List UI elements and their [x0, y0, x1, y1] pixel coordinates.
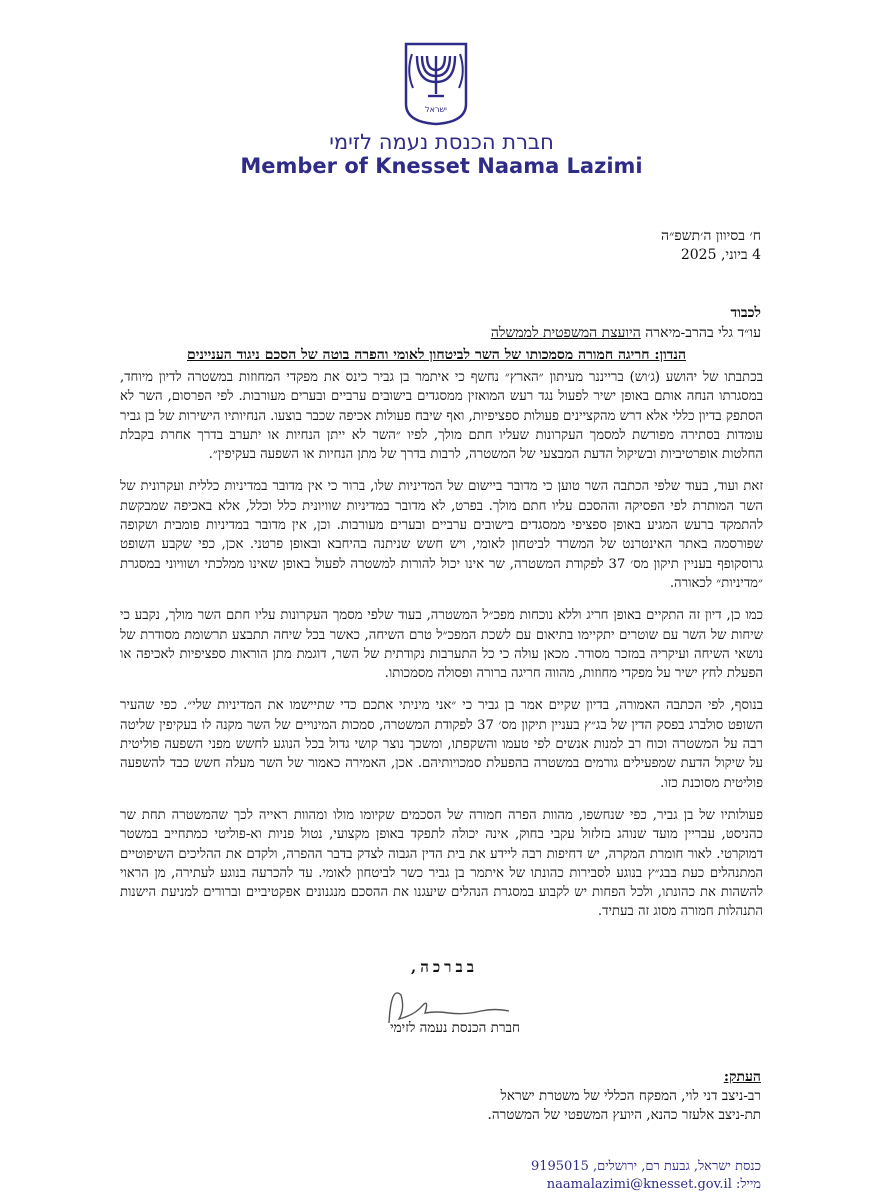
footer-email-line	[547, 1176, 761, 1192]
letter-body	[120, 368, 763, 935]
footer-email-label: מייל:	[736, 1177, 761, 1192]
letterhead-hebrew-title: חברת הכנסת נעמה לזימי	[329, 130, 554, 154]
recipient-label: לכבוד	[730, 305, 761, 321]
body-paragraph: זאת ועוד, בעוד שלפי הכתבה השר טוען כי מדובר ביישום של המדיניות שלו, ברור כי אין מדובר במדיניות כללית ועקרונית של השר המותרת לפי הפסיקה וההסכם עליו חתם מולך. בפרט, לא מדובר במדיניות שוויונית כלל וכלל, אלא באכיפה שמבקשת להתמקד ברעש המגיע באופן ספציפי ממסגדים בישובים ערביים ובערים מעורבות. וכן, אין מדובר במדיניות פומבית ושקופה שפורסמה באתר האינטרנט של המשרד לביטחון לאומי, ויש חשש שניתנה בהיחבא ובאופן פרטני. אכן, כפי שקבע השופט גרוסקופף בעניין תיקון מס׳ 37 לפקודת המשטרה, שר אינו יכול להורות למשטרה לפעול באופן שאינו ממלכתי ושוויוני במסגרת ״מדיניות״ לכאורה.	[120, 479, 763, 591]
knesset-menorah-emblem	[400, 42, 472, 126]
footer-address: כנסת ישראל, גבעת רם, ירושלים, 9195015	[530, 1159, 761, 1174]
footer-email[interactable]: naamalazimi@knesset.gov.il	[546, 1177, 732, 1192]
hebrew-date: ח׳ בסיוון ה׳תשפ״ה	[661, 228, 761, 244]
cc-recipient: תת-ניצב אלעזר כהנא, היועץ המשפטי של המשטרה.	[487, 1107, 761, 1123]
signatory-name: חברת הכנסת נעמה לזימי	[390, 1020, 520, 1036]
letterhead-english-title: Member of Knesset Naama Lazimi	[240, 154, 643, 178]
body-paragraph: בנוסף, לפי הכתבה האמורה, בדיון שקיים אמר בן גביר כי ״אני מיניתי אתכם כדי שתיישמו את המדיניות שלי״. כפי שהעיר השופט סולברג בפסק הדין של בג״ץ בעניין תיקון מס׳ 37 לפקודת המשטרה, סמכות המינויים של השר מקנה לו בעקיפין שליטה רבה על המשטרה וכוח רב למנות אנשים לפי טעמו והשקפתו, ומשכך נוצר קושי גדול בכל הנוגע לחשש מפני השפעה פוליטית על שיקול הדעת שמפעילים גורמים במשטרה בהפעלת סמכויותיהם. אכן, האמירה כאמור של השר מעלה חשש כבד להשפעה פוליטית מסוכנת כזו.	[120, 698, 763, 791]
recipient-title: היועצת המשפטית לממשלה	[490, 325, 641, 341]
gregorian-date: 4 ביוני, 2025	[680, 247, 761, 263]
recipient-name: עו״ד גלי בהרב-מיארה	[640, 325, 761, 341]
emblem-caption: ישראל	[425, 105, 447, 114]
body-paragraph: פעולותיו של בן גביר, כפי שנחשפו, מהוות הפרה חמורה של הסכמים שקיומו מולו ומהוות ראייה לכך שהמשטרה תחת שר כהניסט, עבריין מועד שנוהג בזלזול עקבי בחוק, אינה יכולה לתפקד באופן מקצועי, נטול פניות וא-פוליטי כמתחייב במשטר דמוקרטי. לאור חומרת המקרה, יש דחיפות רבה ליידע את בית הדין הגבוה לצדק בדבר ההפרה, ולקדם את ההליכים השיפוטיים המתנהלים כעת בבג״ץ בנוגע לסבירות כהונתו של איתמר בן גביר כשר לביטחון לאומי. עד להכרעה בנוגע לעתירה, מן הראוי להשהות את כהונתו, ולכל הפחות יש לקבוע במסגרת הנהלים שיעגנו את ההסכם מנגנונים אפקטיביים וברורים למניעת הישנות התנהלות חמורה מסוג זה בעתיד.	[120, 807, 763, 920]
subject-line: הנדון: חריגה חמורה מסמכותו של השר לביטחון לאומי והפרה בוטה של הסכם ניגוד העניינים	[186, 347, 687, 363]
body-paragraph: בכתבתו של יהושע (ג׳וש) ברייננר מעיתון ״הארץ״ נחשף כי איתמר בן גביר כינס את מפקדי המחוזות במשטרה לדיון מיוחד, במסגרתו הנחה אותם באופן ישיר לפעול נגד רעש המואזין ממסגדים בישובים ערביים ובערים מעורבות. לפי הפרסום, השר לא הסתפק בדיון כללי אלא דרש מהקציינים פעולות ספציפיות, ואף שיבח פעולות אכיפה שכבר בוצעו. הנחיותיו הישירות של בן גביר עומדות בסתירה מפורשת למסמך העקרונות שעליו חתם מולך, לפיו ״השר לא ייתן הנחיות או יתערב בדרך אחרת בקבלת החלטות אופרטיביות ובשיקול הדעת המבצעי של המשטרה, לרבות בדרך של מתן הנחיות או השפעה בעקיפין״.	[120, 370, 763, 463]
cc-recipient: רב-ניצב דני לוי, המפקח הכללי של משטרת ישראל	[500, 1088, 761, 1104]
cc-label: העתק:	[723, 1069, 761, 1085]
closing-blessing: בברכה,	[410, 958, 478, 976]
body-paragraph: כמו כן, דיון זה התקיים באופן חריג וללא נוכחות מפכ״ל המשטרה, בעוד שלפי מסמך העקרונות עליו חתם השר מולך, נקבע כי שיחות של השר עם שוטרים יתקיימו בתיאום עם לשכת המפכ״ל טרם השיחה, כאשר בכל שיחה תתבצע תרשומת מסודרת של נושאי השיחה ועיקריה במזכר מסודר. מכאן עולה כי כל התערבות נקודתית של השר, דוגמת מתן הוראות ספציפיות לאכיפה או הפעלת לחץ ישיר על מפקדי מחוזות, מהווה חריגה ברורה ופסולה מסמכותו.	[120, 608, 763, 682]
recipient-line	[491, 325, 761, 342]
